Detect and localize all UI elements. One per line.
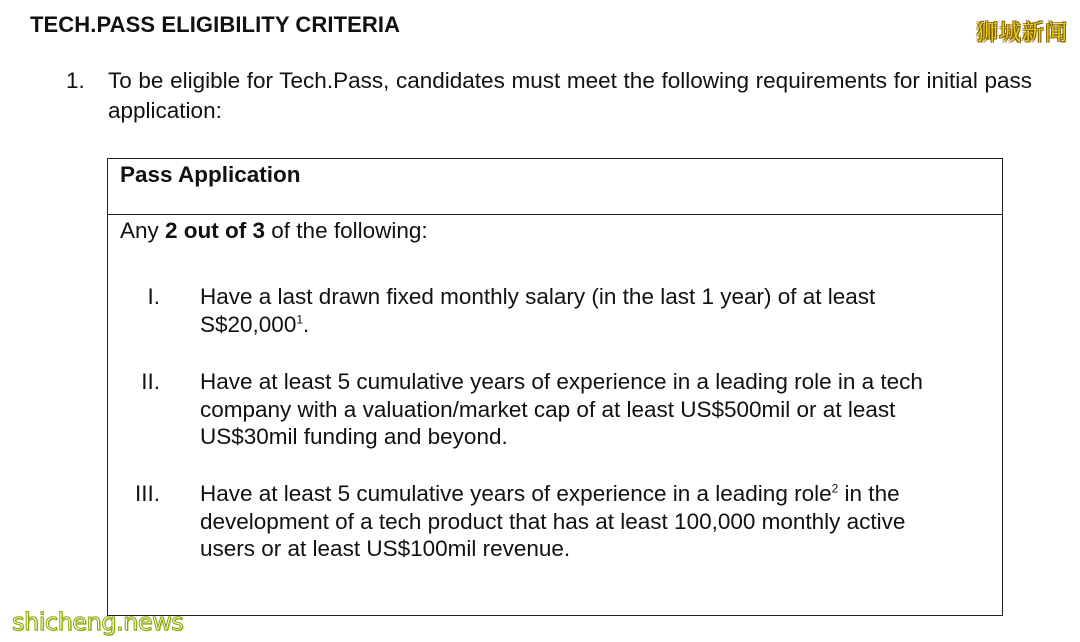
subheader-bold: 2 out of 3: [165, 218, 266, 243]
criteria-text: [200, 283, 990, 338]
criteria-line: [200, 480, 990, 508]
pass-application-table: [107, 158, 1003, 616]
criteria-line-text: Have at least 5 cumulative years of experience in a leading role: [200, 481, 832, 506]
table-header: Pass Application: [108, 159, 1002, 215]
subheader-prefix: Any: [120, 218, 166, 243]
footnote-marker: 1: [296, 312, 304, 326]
intro-text: To be eligible for Tech.Pass, candidates must meet the following requirements for initial pass application:: [108, 68, 1032, 123]
criteria-line-end: .: [303, 311, 310, 337]
criteria-line: company with a valuation/market cap of at least US$500mil or at least: [200, 396, 896, 422]
criteria-line: development of a tech product that has at least 100,000 monthly active: [200, 508, 906, 534]
criteria-number: III.: [134, 481, 160, 506]
intro-paragraph: [66, 66, 1032, 126]
criteria-text: [200, 480, 990, 563]
criteria-line: users or at least US$100mil revenue.: [200, 536, 571, 561]
criteria-line: Have at least 5 cumulative years of experience in a leading role in a tech: [200, 369, 923, 394]
watermark: shicheng.news: [12, 608, 184, 636]
criteria-line-text: in the: [838, 481, 900, 506]
intro-number: 1.: [66, 68, 85, 93]
criteria-line: Have a last drawn fixed monthly salary (in the last 1 year) of at least: [200, 284, 876, 309]
document-title: TECH.PASS ELIGIBILITY CRITERIA: [30, 12, 401, 37]
footnote-marker: 2: [831, 481, 839, 496]
criteria-line-text: S$20,000: [200, 311, 297, 337]
criteria-line: US$30mil funding and beyond.: [200, 424, 508, 449]
criteria-number: II.: [141, 369, 160, 394]
table-subheader: [108, 215, 1002, 247]
subheader-suffix: of the following:: [265, 218, 428, 243]
criteria-number: I.: [147, 284, 160, 309]
criteria-line: [200, 311, 990, 339]
criteria-text: [200, 368, 990, 451]
brand-logo: 狮城新闻: [975, 21, 1068, 46]
